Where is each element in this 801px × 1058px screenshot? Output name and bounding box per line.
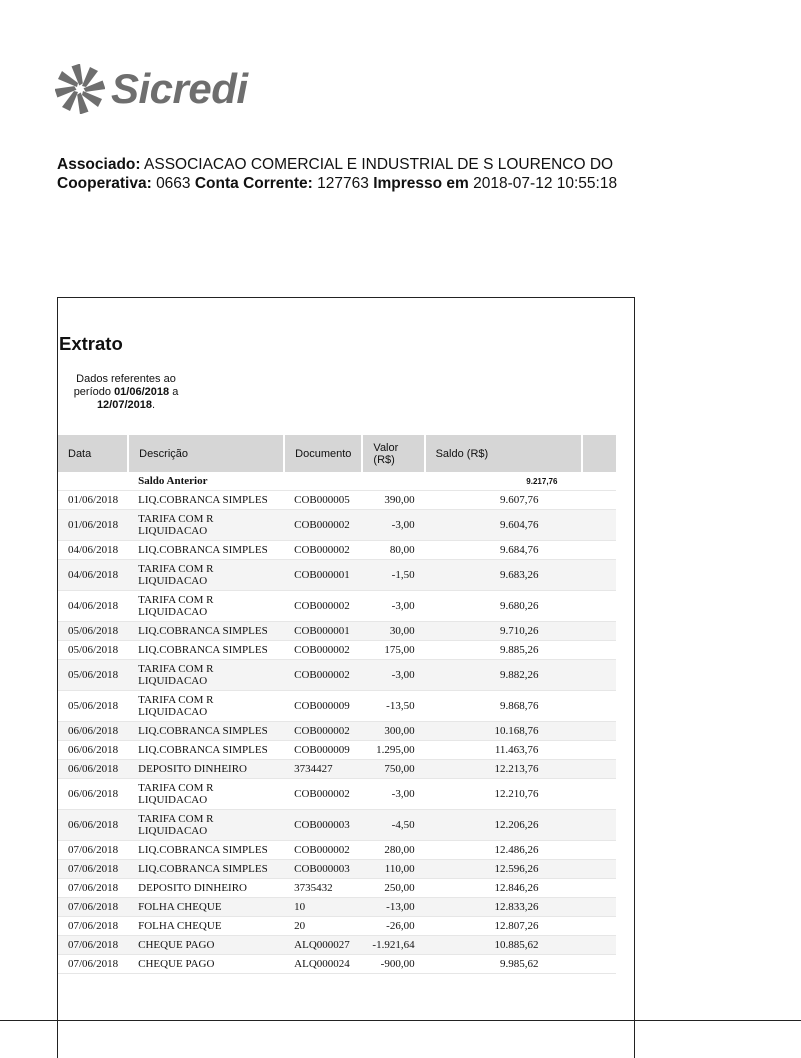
cell-data: 06/06/2018 [58,810,128,841]
cell-valor: 110,00 [362,860,424,879]
cell-data: 07/06/2018 [58,841,128,860]
cell-valor: 1.295,00 [362,741,424,760]
cell-empty [582,560,616,591]
cell-data: 05/06/2018 [58,622,128,641]
impresso-label: Impresso em [373,175,469,192]
cell-saldo: 9.683,26 [425,560,583,591]
cell-documento: COB000005 [284,491,362,510]
associado-value: ASSOCIACAO COMERCIAL E INDUSTRIAL DE S LOURENCO DO [144,156,614,173]
cell-descricao: LIQ.COBRANCA SIMPLES [128,622,284,641]
cell-empty [582,810,616,841]
periodo-end-suffix: . [152,399,156,411]
cell-saldo: 9.604,76 [425,510,583,541]
cell-valor: -26,00 [362,917,424,936]
cooperativa-label: Cooperativa: [57,175,152,192]
table-row [58,722,616,741]
periodo-end: 12/07/2018 [96,399,152,411]
impresso-value: 2018-07-12 10:55:18 [473,175,618,192]
table-row [58,936,616,955]
page-bottom-rule [0,1020,801,1021]
col-data-header: Data [58,435,128,472]
table-row [58,510,616,541]
cell-valor: -3,00 [362,591,424,622]
cell-documento: 20 [284,917,362,936]
cell-data: 01/06/2018 [58,510,128,541]
cell-data: 05/06/2018 [58,660,128,691]
cell-descricao: LIQ.COBRANCA SIMPLES [128,741,284,760]
cell-valor: -3,00 [362,660,424,691]
periodo-mid: a [172,386,179,398]
cell-descricao: CHEQUE PAGO [128,955,284,974]
table-row [58,810,616,841]
cell-valor: 750,00 [362,760,424,779]
cell-saldo: 12.486,26 [425,841,583,860]
cell-empty [582,510,616,541]
cell-documento: ALQ000027 [284,936,362,955]
cell-documento: 10 [284,898,362,917]
cell-saldo: 12.807,26 [425,917,583,936]
col-saldo-header: Saldo (R$) [425,435,583,472]
cell-saldo: 11.463,76 [425,741,583,760]
cell-data: 07/06/2018 [58,860,128,879]
cell-valor: -4,50 [362,810,424,841]
extrato-title: Extrato [59,333,123,354]
cell-saldo: 12.206,26 [425,810,583,841]
cell-documento: COB000002 [284,841,362,860]
cell-descricao: LIQ.COBRANCA SIMPLES [128,541,284,560]
table-row [58,641,616,660]
cell-documento: COB000002 [284,722,362,741]
cell-empty [582,622,616,641]
periodo-prefix: Dados referentes ao período [73,373,176,398]
periodo-info [66,373,186,412]
cell-descricao: LIQ.COBRANCA SIMPLES [128,491,284,510]
cell-empty [582,936,616,955]
cell-empty [582,760,616,779]
cell-data: 06/06/2018 [58,741,128,760]
cell-documento: COB000003 [284,860,362,879]
cell-empty [582,741,616,760]
table-row [58,541,616,560]
cell-valor: 300,00 [362,722,424,741]
cell-data: 04/06/2018 [58,560,128,591]
cell-empty [582,898,616,917]
cell-valor: 250,00 [362,879,424,898]
cell-documento: COB000003 [284,810,362,841]
cell-documento: 3735432 [284,879,362,898]
table-body [58,472,616,974]
saldo-anterior-value: 9.217,76 [425,472,583,491]
cell-data: 07/06/2018 [58,879,128,898]
cell-valor: -900,00 [362,955,424,974]
cell-data: 07/06/2018 [58,936,128,955]
cell-descricao: TARIFA COM R LIQUIDACAO [128,779,284,810]
cell-valor: 80,00 [362,541,424,560]
associado-line [57,155,617,174]
cell-data: 05/06/2018 [58,641,128,660]
cell-empty [582,641,616,660]
table-row [58,491,616,510]
cell-descricao: TARIFA COM R LIQUIDACAO [128,560,284,591]
cell-empty [582,841,616,860]
cell-documento: COB000002 [284,641,362,660]
saldo-anterior-row [58,472,616,491]
extrato-table [58,435,616,974]
conta-value: 127763 [317,175,369,192]
logo-wordmark: Sicredi [111,65,248,112]
account-line [57,174,617,193]
cell-valor: -3,00 [362,779,424,810]
col-empty-header [582,435,616,472]
cell-empty [582,917,616,936]
cell-empty [582,660,616,691]
table-row [58,560,616,591]
cell-data: 07/06/2018 [58,898,128,917]
cell-empty [582,779,616,810]
table-row [58,691,616,722]
col-valor-header: Valor (R$) [362,435,424,472]
cell-documento: COB000002 [284,510,362,541]
table-row [58,779,616,810]
table-row [58,622,616,641]
cell-data: 04/06/2018 [58,591,128,622]
table-row [58,955,616,974]
cell-data: 06/06/2018 [58,760,128,779]
cell-descricao: LIQ.COBRANCA SIMPLES [128,722,284,741]
cell-valor: -3,00 [362,510,424,541]
cell-saldo: 9.680,26 [425,591,583,622]
cell-data: 07/06/2018 [58,955,128,974]
cell-empty [582,879,616,898]
table-row [58,841,616,860]
col-documento-header: Documento [284,435,362,472]
cell-saldo: 9.985,62 [425,955,583,974]
cell-descricao: TARIFA COM R LIQUIDACAO [128,510,284,541]
cell-saldo: 10.168,76 [425,722,583,741]
cell-descricao: TARIFA COM R LIQUIDACAO [128,810,284,841]
table-row [58,591,616,622]
cell-data: 01/06/2018 [58,491,128,510]
cell-saldo: 12.846,26 [425,879,583,898]
cell-saldo: 9.868,76 [425,691,583,722]
cell-valor: -1.921,64 [362,936,424,955]
cell-saldo: 9.885,26 [425,641,583,660]
cell-saldo: 9.882,26 [425,660,583,691]
cell-documento: COB000001 [284,622,362,641]
cell-empty [582,722,616,741]
table-row [58,660,616,691]
cell-empty [582,541,616,560]
cell-descricao: TARIFA COM R LIQUIDACAO [128,660,284,691]
cell-documento: COB000009 [284,741,362,760]
cell-descricao: TARIFA COM R LIQUIDACAO [128,591,284,622]
periodo-start: 01/06/2018 [114,386,170,398]
table-row [58,741,616,760]
conta-label: Conta Corrente: [194,175,313,192]
cell-data: 06/06/2018 [58,779,128,810]
cell-valor: 280,00 [362,841,424,860]
cell-descricao: TARIFA COM R LIQUIDACAO [128,691,284,722]
cell-empty [582,955,616,974]
col-descricao-header: Descrição [128,435,284,472]
cell-descricao: LIQ.COBRANCA SIMPLES [128,641,284,660]
account-header [57,155,617,193]
cell-empty [582,691,616,722]
extrato-panel [57,297,635,1058]
cell-data: 04/06/2018 [58,541,128,560]
cell-valor: 175,00 [362,641,424,660]
cell-saldo: 12.210,76 [425,779,583,810]
cell-descricao: LIQ.COBRANCA SIMPLES [128,841,284,860]
cell-documento: COB000002 [284,779,362,810]
cell-empty [582,860,616,879]
cell-descricao: CHEQUE PAGO [128,936,284,955]
cooperativa-value: 0663 [156,175,191,192]
cell-empty [582,591,616,622]
cell-valor: -13,50 [362,691,424,722]
cell-documento: COB000001 [284,560,362,591]
cell-saldo: 9.607,76 [425,491,583,510]
cell-data: 06/06/2018 [58,722,128,741]
cell-documento: COB000002 [284,591,362,622]
cell-valor: -13,00 [362,898,424,917]
saldo-anterior-label: Saldo Anterior [128,472,284,491]
table-header [58,435,616,472]
cell-descricao: DEPOSITO DINHEIRO [128,879,284,898]
cell-documento: ALQ000024 [284,955,362,974]
sicredi-logo [55,62,248,116]
cell-valor: 30,00 [362,622,424,641]
cell-valor: 390,00 [362,491,424,510]
cell-descricao: DEPOSITO DINHEIRO [128,760,284,779]
table-row [58,917,616,936]
cell-descricao: LIQ.COBRANCA SIMPLES [128,860,284,879]
cell-descricao: FOLHA CHEQUE [128,917,284,936]
cell-documento: 3734427 [284,760,362,779]
cell-valor: -1,50 [362,560,424,591]
cell-documento: COB000009 [284,691,362,722]
table-row [58,898,616,917]
cell-data: 07/06/2018 [58,917,128,936]
sicredi-pinwheel-icon [55,64,105,114]
cell-saldo: 10.885,62 [425,936,583,955]
cell-descricao: FOLHA CHEQUE [128,898,284,917]
table-row [58,879,616,898]
associado-label: Associado: [57,156,141,173]
cell-saldo: 9.710,26 [425,622,583,641]
cell-saldo: 9.684,76 [425,541,583,560]
cell-saldo: 12.596,26 [425,860,583,879]
cell-empty [582,491,616,510]
cell-documento: COB000002 [284,660,362,691]
table-row [58,860,616,879]
cell-saldo: 12.213,76 [425,760,583,779]
cell-data: 05/06/2018 [58,691,128,722]
cell-documento: COB000002 [284,541,362,560]
cell-saldo: 12.833,26 [425,898,583,917]
table-row [58,760,616,779]
